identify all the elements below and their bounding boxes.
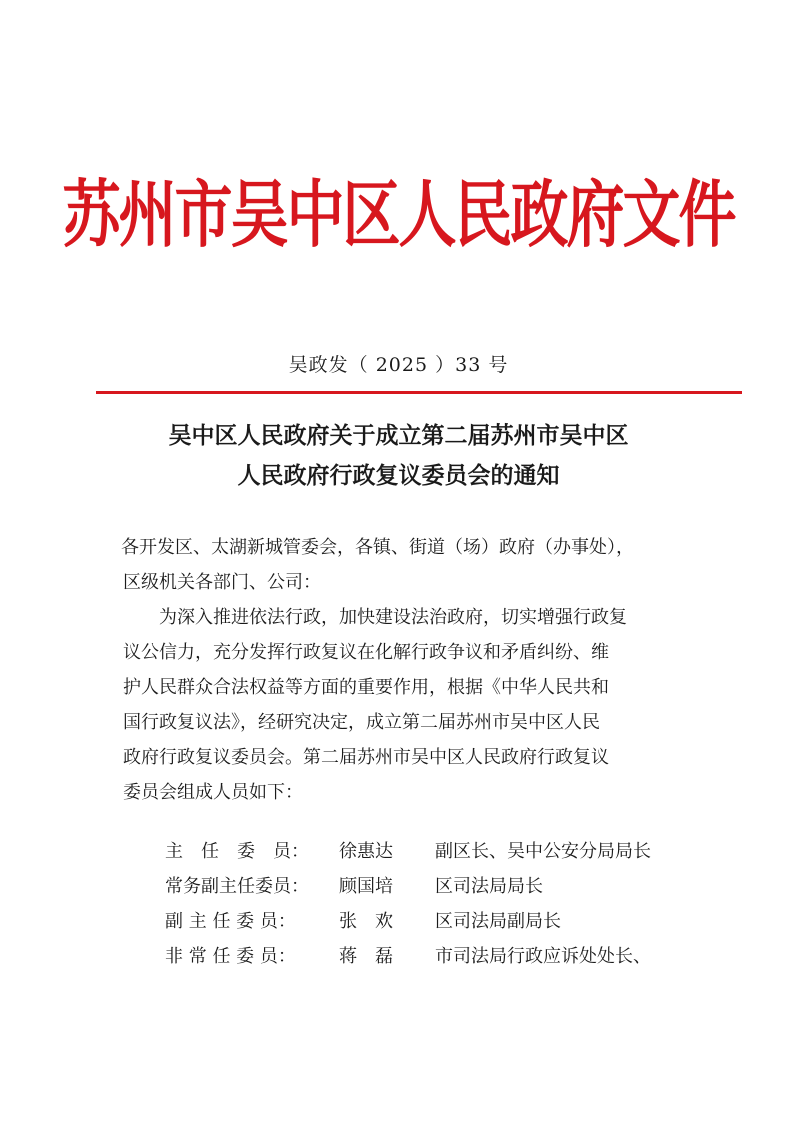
member-row [165, 904, 651, 939]
member-role: 主 任 委 员： [165, 841, 309, 862]
member-position: 副区长、吴中公安分局局长 [435, 841, 651, 862]
document-header-title: 苏州市吴中区人民政府文件 [62, 172, 735, 258]
member-name: 徐惠达 [339, 841, 393, 862]
member-name: 蒋 磊 [339, 946, 393, 967]
document-title-line-2: 人民政府行政复议委员会的通知 [237, 462, 560, 489]
paragraph-line: 议公信力，充分发挥行政复议在化解行政争议和矛盾纠纷、维 [123, 642, 609, 663]
member-name: 顾国培 [339, 876, 393, 897]
addressee-line-2: 区级机关各部门、公司： [123, 572, 321, 593]
paragraph-line: 护人民群众合法权益等方面的重要作用，根据《中华人民共和 [123, 677, 609, 698]
addressee-line-1: 各开发区、太湖新城管委会，各镇、街道（场）政府（办事处）， [121, 537, 634, 558]
paragraph-line: 国行政复议法》，经研究决定，成立第二届苏州市吴中区人民 [123, 712, 600, 733]
member-role: 副 主 任 委 员： [165, 911, 296, 932]
member-position: 市司法局行政应诉处处长、 [435, 946, 651, 967]
member-row [165, 869, 651, 904]
paragraph-line: 委员会组成人员如下： [123, 782, 303, 803]
document-title [60, 416, 737, 496]
member-name: 张 欢 [339, 911, 393, 932]
member-position: 区司法局副局长 [435, 911, 561, 932]
document-body [123, 530, 693, 810]
document-number: 吴政发（ 2025 ）33 号 [288, 354, 509, 376]
member-row [165, 939, 651, 974]
member-position: 区司法局局长 [435, 876, 543, 897]
red-separator-line [96, 391, 742, 394]
committee-member-list [165, 834, 651, 974]
document-title-line-1: 吴中区人民政府关于成立第二届苏州市吴中区 [168, 422, 629, 449]
member-role: 非 常 任 委 员： [165, 946, 296, 967]
paragraph-line: 政府行政复议委员会。第二届苏州市吴中区人民政府行政复议 [123, 747, 609, 768]
member-row [165, 834, 651, 869]
member-role: 常务副主任委员： [165, 876, 309, 897]
paragraph-line: 为深入推进依法行政，加快建设法治政府，切实增强行政复 [159, 607, 627, 628]
